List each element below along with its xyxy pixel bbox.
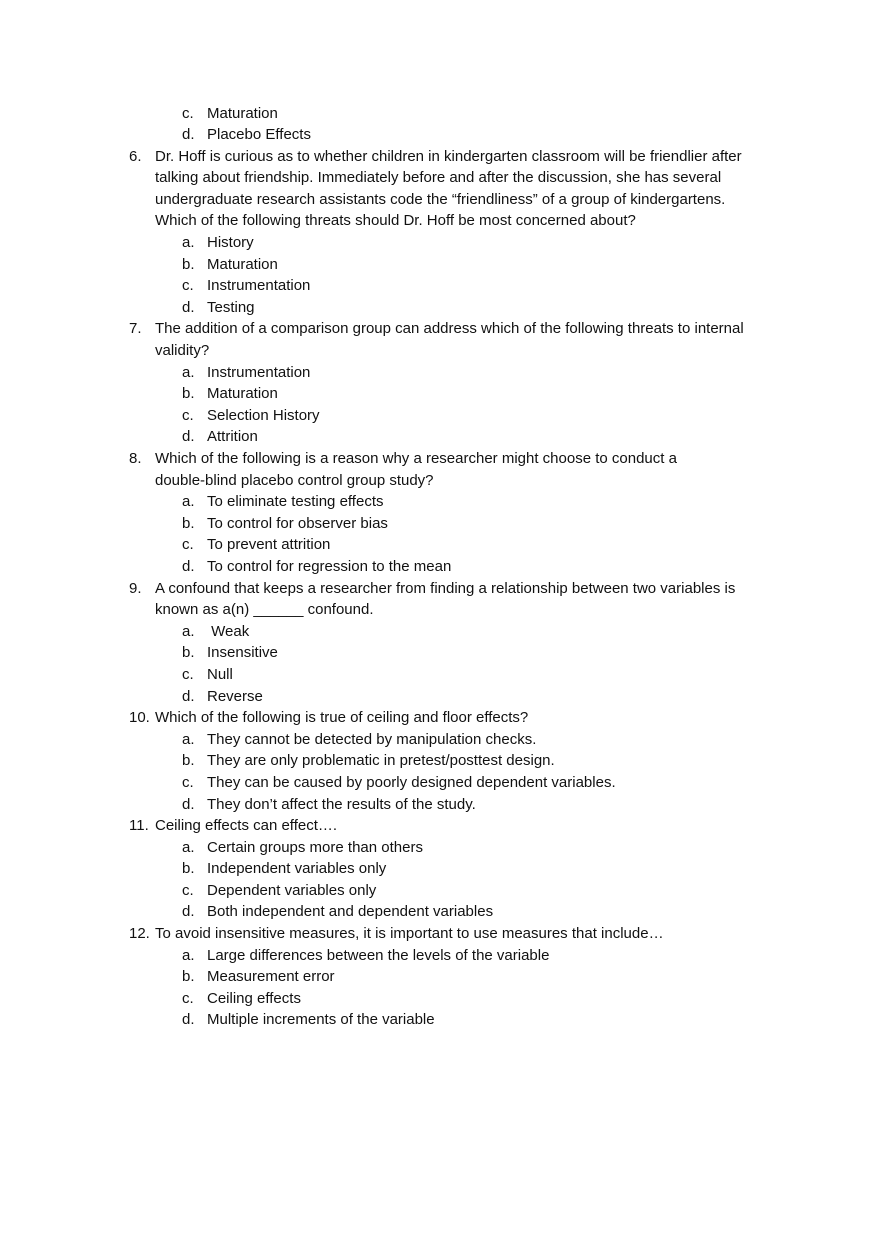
option-letter: d.	[182, 903, 195, 921]
question-item	[0, 815, 880, 837]
option-letter: d.	[182, 428, 195, 446]
option-text: Attrition	[207, 428, 258, 446]
question-item	[0, 707, 880, 729]
answer-option	[0, 124, 880, 146]
option-letter: d.	[182, 126, 195, 144]
option-letter: b.	[182, 644, 195, 662]
option-letter: b.	[182, 385, 195, 403]
option-letter: a.	[182, 493, 195, 511]
question-number: 11.	[129, 817, 149, 835]
option-letter: d.	[182, 795, 195, 813]
option-letter: c.	[182, 406, 194, 424]
answer-option	[0, 750, 880, 772]
question-text-line	[0, 340, 880, 362]
option-text: Maturation	[207, 255, 278, 273]
question-text: double-blind placebo control group study?	[155, 471, 434, 489]
question-text: A confound that keeps a researcher from finding a relationship between two variables is	[155, 579, 736, 597]
option-letter: b.	[182, 255, 195, 273]
option-text: To eliminate testing effects	[207, 493, 384, 511]
option-letter: c.	[182, 773, 194, 791]
option-letter: c.	[182, 881, 194, 899]
question-text-line	[0, 599, 880, 621]
question-number: 10.	[129, 709, 150, 727]
answer-option	[0, 794, 880, 816]
question-text-line	[0, 167, 880, 189]
answer-option	[0, 103, 880, 125]
answer-option	[0, 642, 880, 664]
answer-option	[0, 686, 880, 708]
option-letter: a.	[182, 946, 195, 964]
answer-option	[0, 966, 880, 988]
option-letter: a.	[182, 363, 195, 381]
question-text: Which of the following threats should Dr. Hoff be most concerned about?	[155, 212, 636, 230]
question-text: known as a(n) ______ confound.	[155, 601, 374, 619]
option-letter: a.	[182, 234, 195, 252]
option-text: Maturation	[207, 385, 278, 403]
answer-option	[0, 664, 880, 686]
option-letter: b.	[182, 968, 195, 986]
document-page	[0, 103, 880, 1032]
option-text: Insensitive	[207, 644, 278, 662]
question-item	[0, 146, 880, 168]
option-text: Testing	[207, 298, 255, 316]
answer-option	[0, 426, 880, 448]
option-text: History	[207, 234, 254, 252]
option-letter: d.	[182, 687, 195, 705]
answer-option	[0, 772, 880, 794]
option-letter: d.	[182, 1011, 195, 1029]
question-text-line	[0, 189, 880, 211]
question-text: Dr. Hoff is curious as to whether children in kindergarten classroom will be friendlier after	[155, 147, 742, 165]
option-text: Measurement error	[207, 968, 335, 986]
answer-option	[0, 491, 880, 513]
option-text: Placebo Effects	[207, 126, 311, 144]
question-item	[0, 448, 880, 470]
answer-option	[0, 534, 880, 556]
answer-option	[0, 254, 880, 276]
option-letter: c.	[182, 536, 194, 554]
answer-option	[0, 1009, 880, 1031]
option-letter: b.	[182, 752, 195, 770]
option-letter: c.	[182, 277, 194, 295]
option-text: Dependent variables only	[207, 881, 377, 899]
answer-option	[0, 729, 880, 751]
answer-option	[0, 837, 880, 859]
question-number: 6.	[129, 147, 142, 165]
option-text: To control for observer bias	[207, 514, 388, 532]
question-number: 9.	[129, 579, 142, 597]
answer-option	[0, 556, 880, 578]
option-text: They can be caused by poorly designed dependent variables.	[207, 773, 616, 791]
question-item	[0, 578, 880, 600]
option-text: Weak	[207, 622, 250, 640]
question-text: undergraduate research assistants code the “friendliness” of a group of kindergartens.	[155, 190, 726, 208]
question-text: talking about friendship. Immediately before and after the discussion, she has several	[155, 169, 722, 187]
question-number: 7.	[129, 320, 142, 338]
answer-option	[0, 405, 880, 427]
answer-option	[0, 901, 880, 923]
option-text: Instrumentation	[207, 277, 311, 295]
answer-option	[0, 232, 880, 254]
option-text: Independent variables only	[207, 860, 387, 878]
option-letter: a.	[182, 730, 195, 748]
question-item	[0, 923, 880, 945]
option-letter: d.	[182, 298, 195, 316]
option-text: Null	[207, 665, 233, 683]
question-number: 8.	[129, 450, 142, 467]
option-text: Both independent and dependent variables	[207, 903, 494, 921]
question-text-line	[0, 470, 880, 492]
option-letter: c.	[182, 104, 194, 122]
option-letter: b.	[182, 860, 195, 878]
option-text: Selection History	[207, 406, 320, 424]
option-text: Ceiling effects	[207, 989, 301, 1007]
option-text: Instrumentation	[207, 363, 311, 381]
question-item	[0, 318, 880, 340]
option-text: They don’t affect the results of the study.	[207, 795, 476, 813]
question-text-line	[0, 210, 880, 232]
option-text: They cannot be detected by manipulation checks.	[207, 730, 537, 748]
option-text: Multiple increments of the variable	[207, 1011, 435, 1029]
question-number: 12.	[129, 925, 150, 943]
answer-option	[0, 621, 880, 643]
option-letter: c.	[182, 665, 194, 683]
option-letter: b.	[182, 514, 195, 532]
option-letter: d.	[182, 557, 195, 575]
option-text: Maturation	[207, 104, 278, 122]
question-text: Ceiling effects can effect….	[155, 817, 338, 835]
question-text: Which of the following is a reason why a researcher might choose to conduct a	[155, 450, 677, 467]
option-text: To control for regression to the mean	[207, 557, 452, 575]
option-text: They are only problematic in pretest/posttest design.	[207, 752, 555, 770]
answer-option	[0, 297, 880, 319]
option-letter: a.	[182, 622, 195, 640]
answer-option	[0, 945, 880, 967]
option-text: Certain groups more than others	[207, 838, 423, 856]
option-text: Reverse	[207, 687, 263, 705]
question-text: validity?	[155, 342, 210, 360]
question-text: The addition of a comparison group can address which of the following threats to internal	[155, 320, 744, 338]
answer-option	[0, 858, 880, 880]
option-letter: a.	[182, 838, 195, 856]
answer-option	[0, 513, 880, 535]
option-text: Large differences between the levels of the variable	[207, 946, 550, 964]
answer-option	[0, 988, 880, 1010]
answer-option	[0, 275, 880, 297]
option-text: To prevent attrition	[207, 536, 331, 554]
answer-option	[0, 880, 880, 902]
question-text: To avoid insensitive measures, it is important to use measures that include…	[155, 925, 664, 943]
answer-option	[0, 383, 880, 405]
question-text: Which of the following is true of ceiling and floor effects?	[155, 709, 529, 727]
option-letter: c.	[182, 989, 194, 1007]
answer-option	[0, 362, 880, 384]
